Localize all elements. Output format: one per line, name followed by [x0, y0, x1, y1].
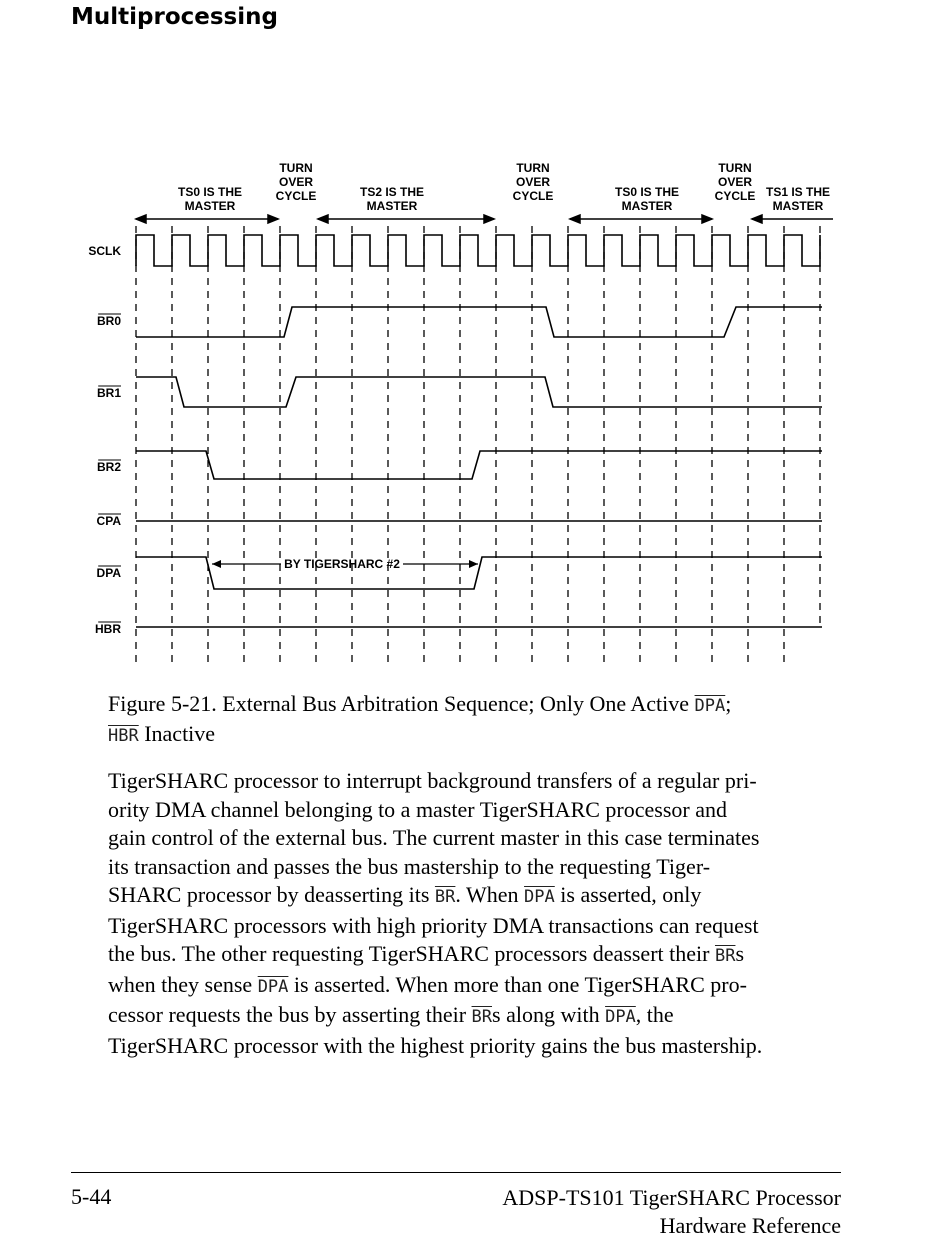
signal-label-br2: BR2 — [96, 460, 121, 474]
text-line: the bus. The other requesting TigerSHARC processors deassert their $\overline{BR}s$ — [108, 941, 745, 966]
phase-label-ts2: TS2 IS THE MASTER — [359, 185, 425, 213]
page-number: 5-44 — [71, 1184, 112, 1209]
clock-edge-gridlines — [136, 226, 820, 665]
text-line: gain control of the external bus. The current master in this case terminates — [108, 825, 760, 850]
body-paragraph — [108, 767, 848, 1060]
section-header: Multiprocessing — [71, 4, 278, 30]
phase-arrowhead — [570, 215, 580, 223]
phase-label-ts1: TS1 IS THE MASTER — [765, 185, 831, 213]
signal-label-hbr: HBR — [95, 622, 121, 636]
text-line: ority DMA channel belonging to a master TigerSHARC processor and — [108, 796, 727, 822]
signal-label-br0: BR0 — [96, 314, 121, 328]
waveform-br1 — [136, 377, 822, 407]
phase-arrowhead — [136, 215, 146, 223]
text-line: cessor requests the bus by asserting their $\overline{BR}s$ along with $\overline{DPA}$, the — [108, 1002, 674, 1027]
signal-label-dpa: DPA — [96, 566, 121, 580]
text-line: SHARC processor by deasserting its $\overline{BR}$. When $\overline{DPA}$ is asserted, only — [108, 882, 702, 907]
text-line: TigerSHARC processor to interrupt background transfers of a regular pri- — [108, 768, 757, 793]
phase-arrowhead — [752, 215, 762, 223]
dpa-arrowhead — [469, 560, 478, 568]
waveforms — [136, 235, 822, 627]
footer-rule — [71, 1172, 841, 1173]
text-line: TigerSHARC processor with the highest priority gains the bus mastership. — [108, 1032, 763, 1058]
signal-label-cpa: CPA — [96, 514, 121, 528]
phase-label-turn-b: TURN OVER CYCLE — [512, 161, 554, 203]
signal-labels — [88, 244, 121, 636]
phase-arrowhead — [484, 215, 494, 223]
signal-label-sclk: SCLK — [88, 244, 121, 258]
dpa-arrowhead — [212, 560, 221, 568]
dpa-annotation-label: BY TIGERSHARC #2 — [284, 557, 400, 571]
phase-arrowhead — [702, 215, 712, 223]
text-line: TigerSHARC processors with high priority DMA transactions can request — [108, 912, 759, 938]
phase-arrowhead — [318, 215, 328, 223]
phase-label-ts0-a: TS0 IS THE MASTER — [177, 185, 243, 213]
dpa-annotation — [212, 557, 478, 571]
waveform-sclk — [136, 235, 820, 266]
document-title: ADSP-TS101 TigerSHARC Processor Hardware Reference — [502, 1185, 841, 1238]
phase-label-turn-a: TURN OVER CYCLE — [275, 161, 317, 203]
figure-caption: Figure 5-21. External Bus Arbitration Sequence; Only One Active $\overline{DPA}$; $\overline{HBR}$ Inactive — [108, 691, 732, 746]
timing-diagram — [0, 150, 950, 680]
text-line: its transaction and passes the bus mastership to the requesting Tiger- — [108, 853, 711, 879]
text-line: when they sense $\overline{DPA}$ is asserted. When more than one TigerSHARC pro- — [108, 971, 747, 997]
phase-label-ts0-b: TS0 IS THE MASTER — [614, 185, 680, 213]
phase-arrows — [136, 215, 833, 223]
waveform-br2 — [136, 451, 822, 479]
signal-label-br1: BR1 — [96, 386, 121, 400]
phase-labels — [178, 161, 830, 213]
phase-arrowhead — [268, 215, 278, 223]
waveform-br0 — [136, 307, 822, 337]
waveform-dpa — [136, 557, 822, 589]
phase-label-turn-c: TURN OVER CYCLE — [714, 161, 756, 203]
